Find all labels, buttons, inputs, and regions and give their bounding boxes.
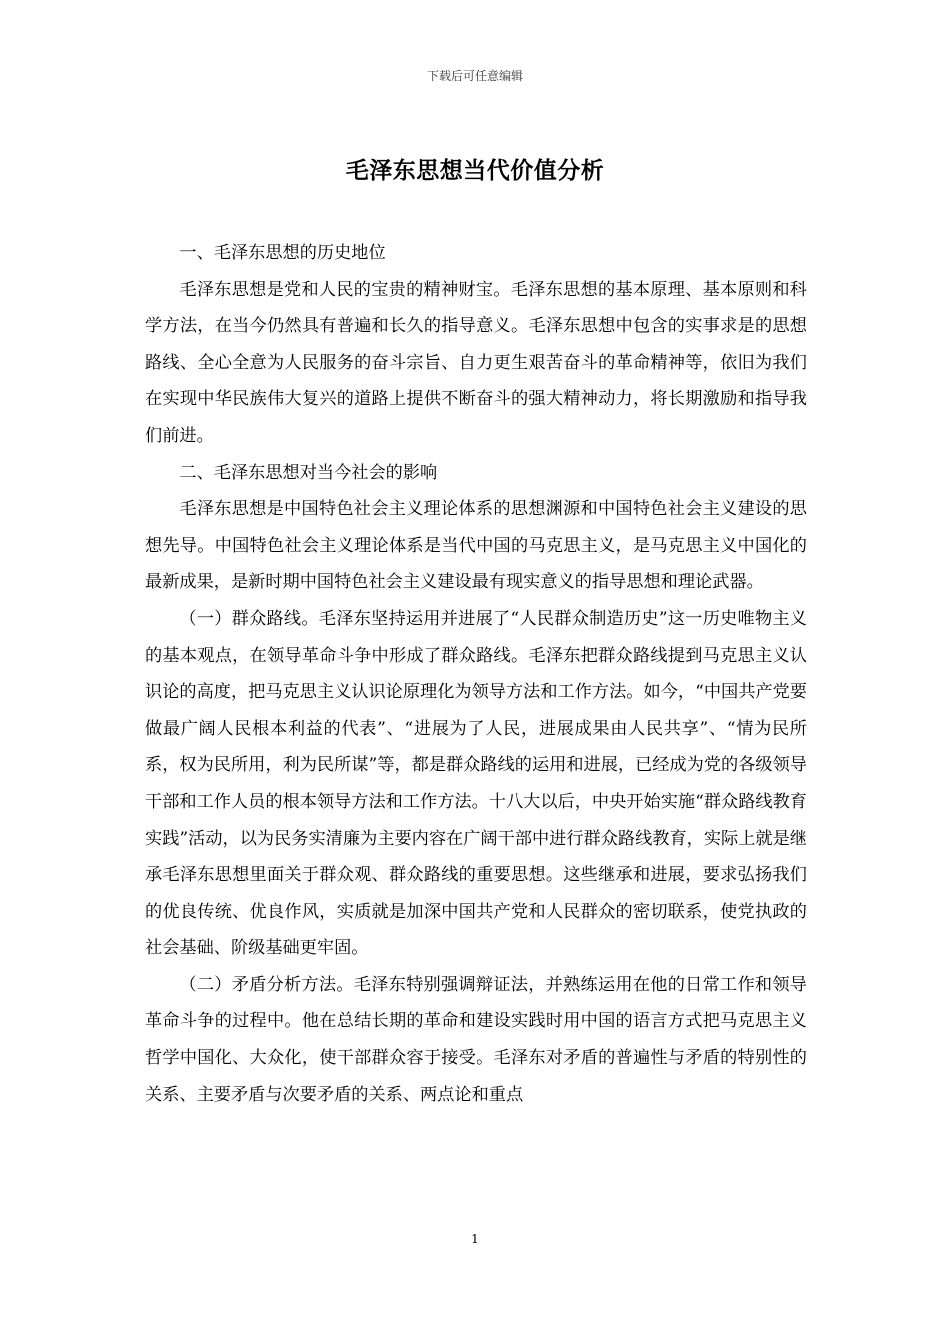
page-number: 1 <box>471 1232 479 1246</box>
header-note: 下载后可任意编辑 <box>426 69 523 83</box>
paragraph: （二）矛盾分析方法。毛泽东特别强调辩证法，并熟练运用在他的日常工作和领导革命斗争的过程中。他在总结长期的革命和建设实践时用中国的语言方式把马克思主义哲学中国化、大众化，使干部群众容于接受。毛泽东对矛盾的普遍性与矛盾的特别性的关系、主要矛盾与次要矛盾的关系、两点论和重点 <box>145 974 807 1105</box>
paragraph: 毛泽东思想是党和人民的宝贵的精神财宝。毛泽东思想的基本原理、基本原则和科学方法，在当今仍然具有普遍和长久的指导意义。毛泽东思想中包含的实事求是的思想路线、全心全意为人民服务的奋斗宗旨、自力更生艰苦奋斗的革命精神等，依旧为我们在实现中华民族伟大复兴的道路上提供不断奋斗的强大精神动力，将长期激励和指导我们前进。 <box>145 279 807 446</box>
page-title: 毛泽东思想当代价值分析 <box>345 157 605 184</box>
document-body <box>145 235 807 1113</box>
section-heading-1: 一、毛泽东思想的历史地位 <box>179 243 386 263</box>
paragraph: （一）群众路线。毛泽东坚持运用并进展了“人民群众制造历史”这一历史唯物主义的基本观点，在领导革命斗争中形成了群众路线。毛泽东把群众路线提到马克思主义认识论的高度，把马克思主义认识论原理化为领导方法和工作方法。如今，“中国共产党要做最广阔人民根本利益的代表”、“进展为了人民，进展成果由人民共享”、“情为民所系，权为民所用，利为民所谋”等，都是群众路线的运用和进展，已经成为党的各级领导干部和工作人员的根本领导方法和工作方法。十八大以后，中央开始实施“群众路线教育实践”活动，以为民务实清廉为主要内容在广阔干部中进行群众路线教育，实际上就是继承毛泽东思想里面关于群众观、群众路线的重要思想。这些继承和进展，要求弘扬我们的优良传统、优良作风，实质就是加深中国共产党和人民群众的密切联系，使党执政的社会基础、阶级基础更牢固。 <box>145 608 807 959</box>
section-heading-2: 二、毛泽东思想对当今社会的影响 <box>179 462 438 483</box>
paragraph: 毛泽东思想是中国特色社会主义理论体系的思想渊源和中国特色社会主义建设的思想先导。中国特色社会主义理论体系是当代中国的马克思主义，是马克思主义中国化的最新成果，是新时期中国特色社会主义建设最有现实意义的指导思想和理论武器。 <box>145 499 807 593</box>
